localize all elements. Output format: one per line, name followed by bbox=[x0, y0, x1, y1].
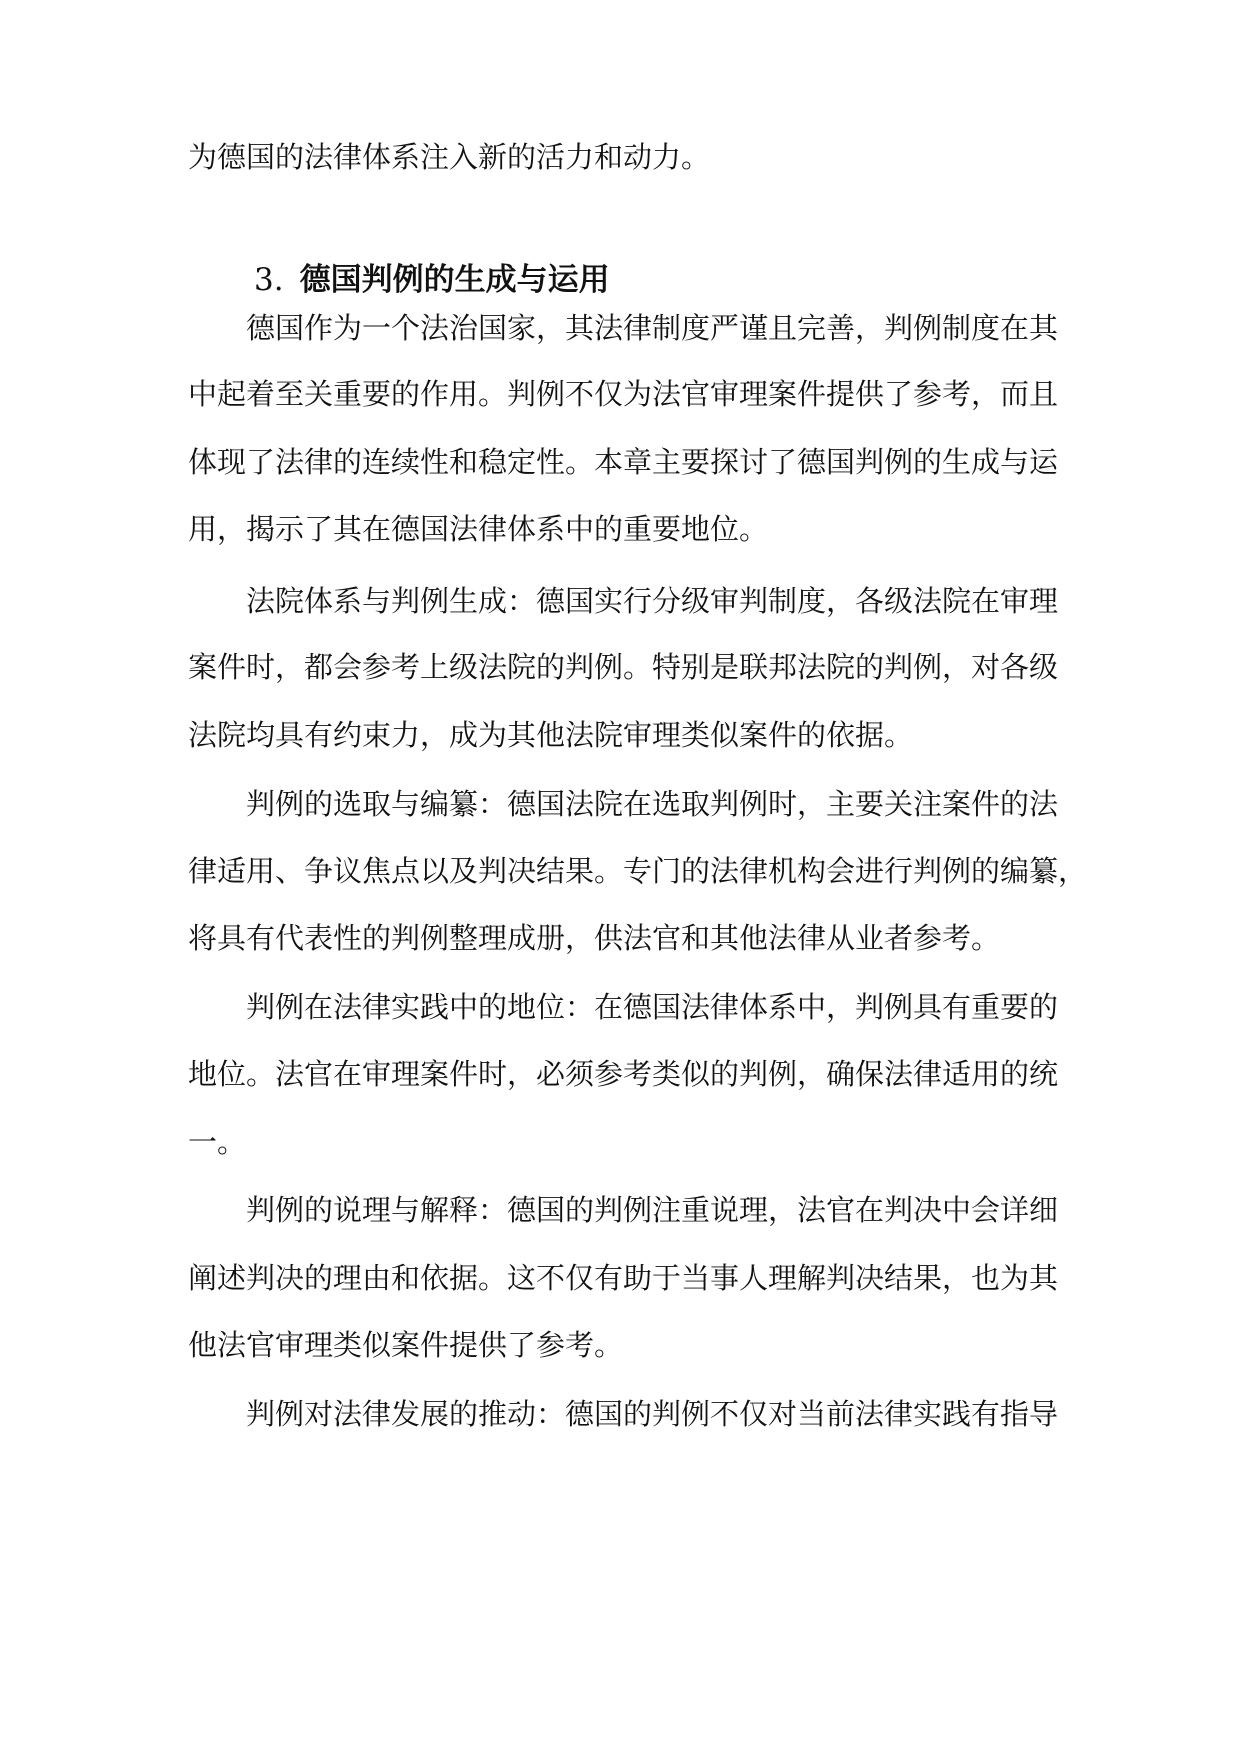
text-line: 用，揭示了其在德国法律体系中的重要地位。 bbox=[188, 512, 769, 546]
text-line: 体现了法律的连续性和稳定性。本章主要探讨了德国判例的生成与运 bbox=[188, 445, 1059, 479]
text-line: 一。 bbox=[188, 1125, 247, 1159]
text-line: 律适用、争议焦点以及判决结果。专门的法律机构会进行判例的编纂， bbox=[188, 854, 1088, 888]
section-title: 德国判例的生成与运用 bbox=[299, 262, 610, 298]
text-line: 他法官审理类似案件提供了参考。 bbox=[188, 1328, 624, 1362]
text-line: 将具有代表性的判例整理成册，供法官和其他法律从业者参考。 bbox=[188, 921, 1001, 955]
text-line: 法院体系与判例生成：德国实行分级审判制度，各级法院在审理 bbox=[246, 584, 1059, 618]
text-line: 为德国的法律体系注入新的活力和动力。 bbox=[188, 140, 711, 174]
text-line: 案件时，都会参考上级法院的判例。特别是联邦法院的判例，对各级 bbox=[188, 650, 1059, 684]
text-line: 判例的说理与解释：德国的判例注重说理，法官在判决中会详细 bbox=[246, 1193, 1059, 1227]
text-line: 判例在法律实践中的地位：在德国法律体系中，判例具有重要的 bbox=[246, 990, 1059, 1024]
text-line: 中起着至关重要的作用。判例不仅为法官审理案件提供了参考，而且 bbox=[188, 377, 1059, 411]
text-line: 判例的选取与编纂：德国法院在选取判例时，主要关注案件的法 bbox=[246, 787, 1059, 821]
text-line: 地位。法官在审理案件时，必须参考类似的判例，确保法律适用的统 bbox=[188, 1057, 1059, 1091]
text-line: 德国作为一个法治国家，其法律制度严谨且完善，判例制度在其 bbox=[246, 311, 1059, 345]
section-number: 3. bbox=[254, 262, 284, 298]
section-heading bbox=[254, 258, 610, 302]
text-line: 法院均具有约束力，成为其他法院审理类似案件的依据。 bbox=[188, 718, 914, 752]
text-line: 阐述判决的理由和依据。这不仅有助于当事人理解判决结果，也为其 bbox=[188, 1261, 1059, 1295]
text-line: 判例对法律发展的推动：德国的判例不仅对当前法律实践有指导 bbox=[246, 1397, 1059, 1431]
